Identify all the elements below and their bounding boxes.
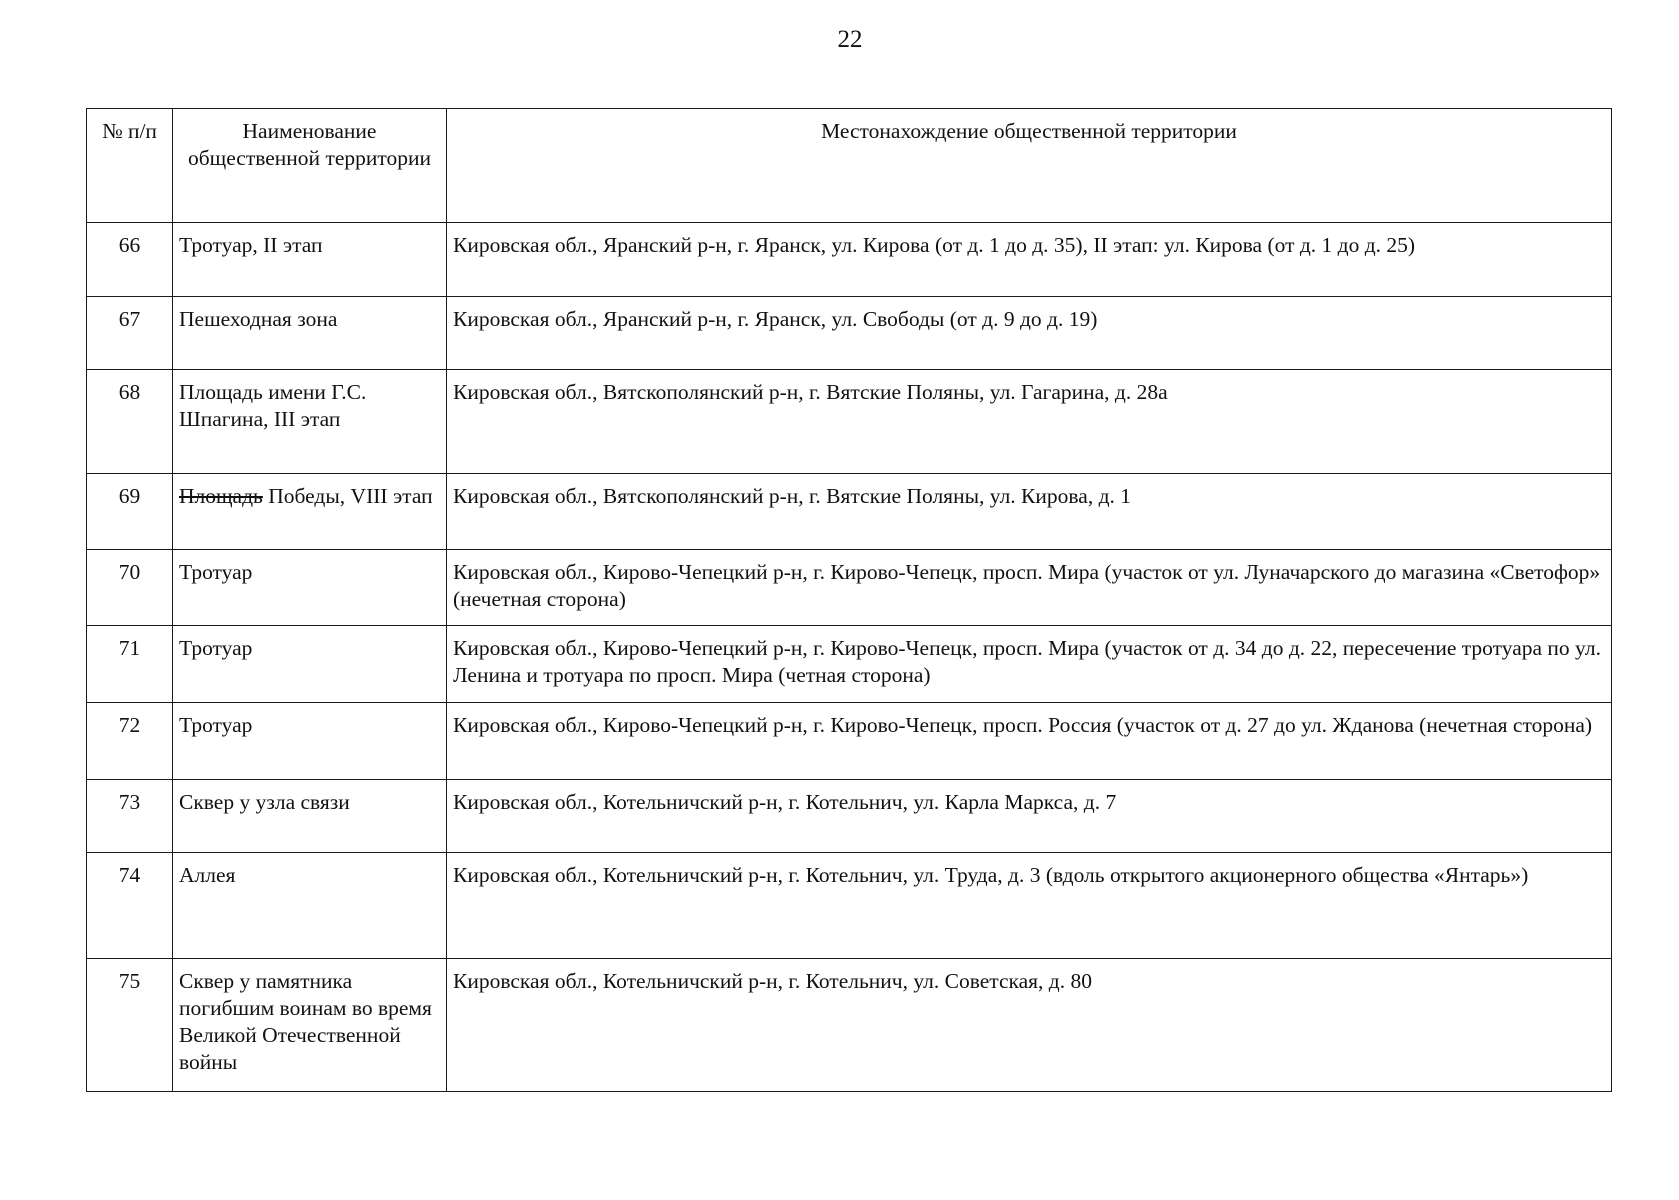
territory-location: Кировская обл., Кирово-Чепецкий р-н, г. Кирово-Чепецк, просп. Россия (участок от д. 27 до ул. Жданова (нечетная сторона) [447,703,1612,780]
header-number: № п/п [87,109,173,223]
row-number: 73 [87,780,173,853]
territory-name: Аллея [173,853,447,959]
table-row [87,959,1612,1092]
header-name: Наименование общественной территории [173,109,447,223]
territory-name: Тротуар, II этап [173,223,447,297]
territory-location: Кировская обл., Вятскополянский р-н, г. Вятские Поляны, ул. Кирова, д. 1 [447,474,1612,550]
table-row [87,297,1612,370]
row-number: 72 [87,703,173,780]
table-row [87,223,1612,297]
struck-word: Площадь [179,484,263,508]
territory-location: Кировская обл., Котельничский р-н, г. Котельнич, ул. Труда, д. 3 (вдоль открытого акционерного общества «Янтарь») [447,853,1612,959]
header-location: Местонахождение общественной территории [447,109,1612,223]
table-row [87,626,1612,703]
table-row [87,370,1612,474]
territory-location: Кировская обл., Котельничский р-н, г. Котельнич, ул. Советская, д. 80 [447,959,1612,1092]
table-row [87,780,1612,853]
territory-name: Тротуар [173,703,447,780]
page-number: 22 [837,26,863,53]
row-number: 75 [87,959,173,1092]
row-number: 70 [87,550,173,626]
territory-name: Тротуар [173,626,447,703]
public-territories-table [86,108,1612,1092]
table-header-row [87,109,1612,223]
territory-location: Кировская обл., Кирово-Чепецкий р-н, г. Кирово-Чепецк, просп. Мира (участок от д. 34 до д. 22, пересечение тротуара по ул. Ленина и тротуара по просп. Мира (четная сторона) [447,626,1612,703]
territory-name: Сквер у памятника погибшим воинам во время Великой Отечественной войны [173,959,447,1092]
row-number: 74 [87,853,173,959]
row-number: 69 [87,474,173,550]
territory-name: Тротуар [173,550,447,626]
territory-location: Кировская обл., Вятскополянский р-н, г. Вятские Поляны, ул. Гагарина, д. 28а [447,370,1612,474]
territory-name: Площадь имени Г.С. Шпагина, III этап [173,370,447,474]
territory-name-rest: Победы, VIII этап [262,484,433,508]
row-number: 67 [87,297,173,370]
territory-name: Сквер у узла связи [173,780,447,853]
table-row [87,853,1612,959]
table-row [87,474,1612,550]
territory-location: Кировская обл., Яранский р-н, г. Яранск, ул. Свободы (от д. 9 до д. 19) [447,297,1612,370]
territory-name [173,474,447,550]
row-number: 66 [87,223,173,297]
territory-location: Кировская обл., Кирово-Чепецкий р-н, г. Кирово-Чепецк, просп. Мира (участок от ул. Луначарского до магазина «Светофор» (нечетная сторона) [447,550,1612,626]
row-number: 68 [87,370,173,474]
row-number: 71 [87,626,173,703]
territory-name: Пешеходная зона [173,297,447,370]
table-row [87,703,1612,780]
table-row [87,550,1612,626]
territory-location: Кировская обл., Котельничский р-н, г. Котельнич, ул. Карла Маркса, д. 7 [447,780,1612,853]
territory-location: Кировская обл., Яранский р-н, г. Яранск, ул. Кирова (от д. 1 до д. 35), II этап: ул. Кирова (от д. 1 до д. 25) [447,223,1612,297]
